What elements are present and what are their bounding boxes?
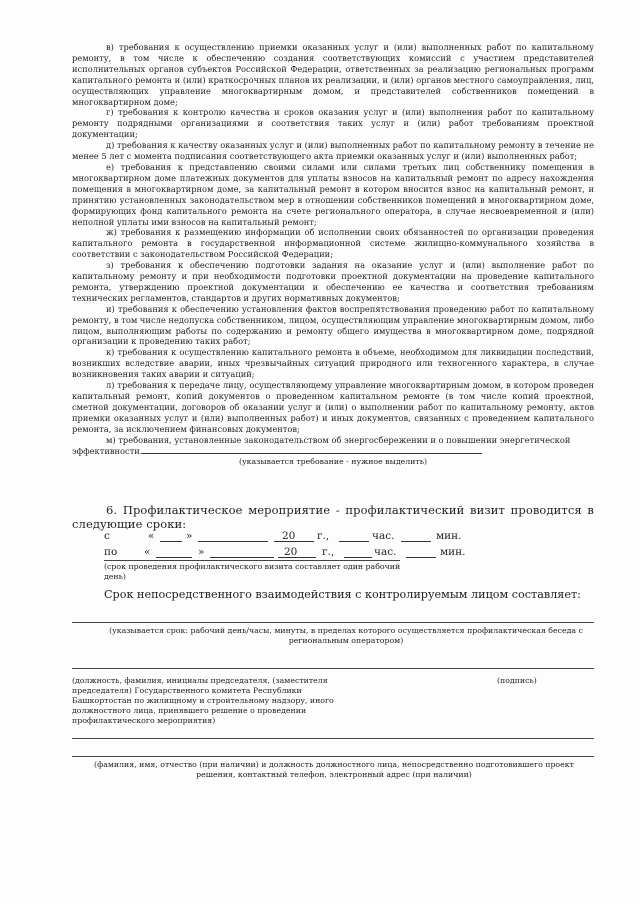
- requirement-item-d: д) требования к качеству оказанных услуг и (или) выполненных работ по капитальному ремонту в течение не менее 5 лет с момента подписания соответствующего акта приемки оказанных услуг и (или) выполненных работ;: [72, 140, 594, 162]
- requirement-fill-line[interactable]: [142, 452, 482, 454]
- requirement-item-m: [72, 435, 594, 457]
- requirement-item-v: в) требования к осуществлению приемки оказанных услуг и (или) выполненных работ по капитальному ремонту, в том числе к обеспечению создания соответствующих комиссий с участием представителей исполнительных органов субъектов Российской Федерации, ответственных за реализацию региональных программ капитального ремонта и (или) краткосрочных планов их реализации, и (или) органов местного самоуправления, лиц, осуществляющих управление многоквартирным домом, и представителей собственников помещений в многоквартирном доме;: [72, 42, 594, 107]
- requirement-note: (указывается требование - нужное выделить): [239, 457, 427, 467]
- interaction-term-line[interactable]: [72, 622, 594, 623]
- date-row-from-hour-label: час.: [372, 530, 395, 542]
- date-row-from-minute-field[interactable]: [401, 530, 431, 542]
- requirement-item-k: к) требования к осуществлению капитального ремонта в объеме, необходимом для ликвидации последствий, возникших вследствие аварии, иных чрезвычайных ситуаций природного или техногенного характера, в случае возникновения таких аварии и ситуаций;: [72, 347, 594, 380]
- requirement-item-z: з) требования к обеспечению подготовки задания на оказание услуг и (или) выполнение работ по капитальному ремонту и при необходимости подготовки проектной документации на проведение капитального ремонта, утверждению проектной документации и обеспечению ее качества и соответствия требованиям технических регламентов, стандартов и других нормативных документов;: [72, 260, 594, 303]
- section-6: [72, 503, 594, 531]
- date-row-from-prefix: с: [104, 530, 110, 542]
- date-row-from-quote-close: »: [186, 530, 193, 542]
- date-row-to-quote-close: »: [198, 546, 205, 558]
- date-row-to-hour-label: час.: [374, 546, 397, 558]
- interaction-term-note: (указывается срок: рабочий день/часы, минуты, в пределах которого осуществляется профилактическая беседа с региональным оператором): [109, 626, 583, 645]
- section-6-title: 6. Профилактическое мероприятие - профилактический визит проводится в следующие сроки:: [72, 503, 594, 531]
- date-row-from-year: 20: [282, 530, 296, 542]
- date-rows-underline: [104, 560, 400, 561]
- date-row-to-day-field[interactable]: [156, 546, 192, 558]
- date-row-to-minute-label: мин.: [440, 546, 466, 558]
- date-row-to-hour-field[interactable]: [344, 546, 372, 558]
- requirement-item-l: л) требования к передаче лицу, осуществляющему управление многоквартирным домом, в котором проведен капитальный ремонт, копий документов о проведенном капитальном ремонте (в том числе копий проектной, сметной документации, договоров об оказании услуг и (или) о выполнении работ по капитальному ремонту, актов приемки оказанных услуг и (или) выполненных работ) и иных документов, связанных с проведением капитального ремонта, за исключением финансовых документов;: [72, 380, 594, 434]
- preparer-line-2[interactable]: [72, 756, 594, 757]
- date-row-to-prefix: по: [104, 546, 118, 558]
- date-row-from: [104, 530, 584, 544]
- requirement-item-i: и) требования к обеспечению установления фактов воспрепятствования проведению работ по капитальному ремонту, в том числе недопуска собственником, лицом, осуществляющим управление многоквартирным домом, либо лицом, выполняющим работы по содержанию и ремонту общего имущества в многоквартирном доме, подрядной организации к проведению таких работ;: [72, 303, 595, 347]
- requirements-list: [72, 42, 594, 467]
- signature-line[interactable]: [72, 668, 594, 669]
- date-row-to-month-field[interactable]: [210, 546, 274, 558]
- date-row-from-day-field[interactable]: [160, 530, 182, 542]
- date-row-from-month-field[interactable]: [198, 530, 268, 542]
- preparer-line-1[interactable]: [72, 738, 594, 739]
- visit-duration-note: (срок проведения профилактического визита составляет один рабочий день): [104, 562, 401, 581]
- date-row-from-minute-label: мин.: [436, 530, 462, 542]
- date-row-from-quote-open: «: [148, 530, 155, 542]
- date-row-to-year: 20: [284, 546, 298, 558]
- preparer-note: (фамилия, имя, отчество (при наличии) и должность должностного лица, непосредственно подготовившего проект решения, контактный телефон, электронный адрес (при наличии): [94, 760, 574, 779]
- signature-label: (подпись): [497, 676, 537, 685]
- requirement-item-zh: ж) требования к размещению информации об исполнении своих обязанностей по организации проведения капитального ремонта в государственной информационной системе жилищно-коммунального хозяйства в соответствии с законодательством Российской Федерации;: [72, 227, 594, 260]
- requirement-item-m-text: м) требования, установленные законодательством об энергосбережении и о повышении энергетической эффективности.: [72, 434, 571, 456]
- date-row-to-minute-field[interactable]: [406, 546, 436, 558]
- date-row-from-hour-field[interactable]: [339, 530, 369, 542]
- date-row-to-quote-open: «: [144, 546, 151, 558]
- requirement-item-e: е) требования к представлению своими силами или силами третьих лиц собственнику помещения в многоквартирном доме платежных документов для уплаты взносов на капитальный ремонт по адресу нахождения помещения в многоквартирном доме, за капитальный ремонт в котором вносится взнос на капитальный ремонт, и принятию установленных законодательством мер в отношении собственников помещений в многоквартирном доме, формирующих фонд капитального ремонта на счете регионального оператора, в случае несвоевременной и (или) неполной уплаты ими взносов на капитальный ремонт;: [72, 161, 594, 227]
- date-row-to: [104, 546, 584, 560]
- interaction-term-title: Срок непосредственного взаимодействия с контролируемым лицом составляет:: [104, 588, 581, 601]
- date-row-to-year-suffix: г.,: [322, 546, 335, 558]
- requirement-item-g: г) требования к контролю качества и сроков оказания услуг и (или) выполнения работ по капитальному ремонту подрядными организациями и соответствия таких услуг и (или) работ требованиям проектной документации;: [72, 107, 594, 140]
- signature-official-label: (должность, фамилия, инициалы председателя, (заместителя председателя) Государственного комитета Республики Башкортостан по жилищному и строительному надзору, иного должностного лица, принявшего решение о проведении профилактического мероприятия): [72, 676, 334, 725]
- date-row-from-year-suffix: г.,: [317, 530, 330, 542]
